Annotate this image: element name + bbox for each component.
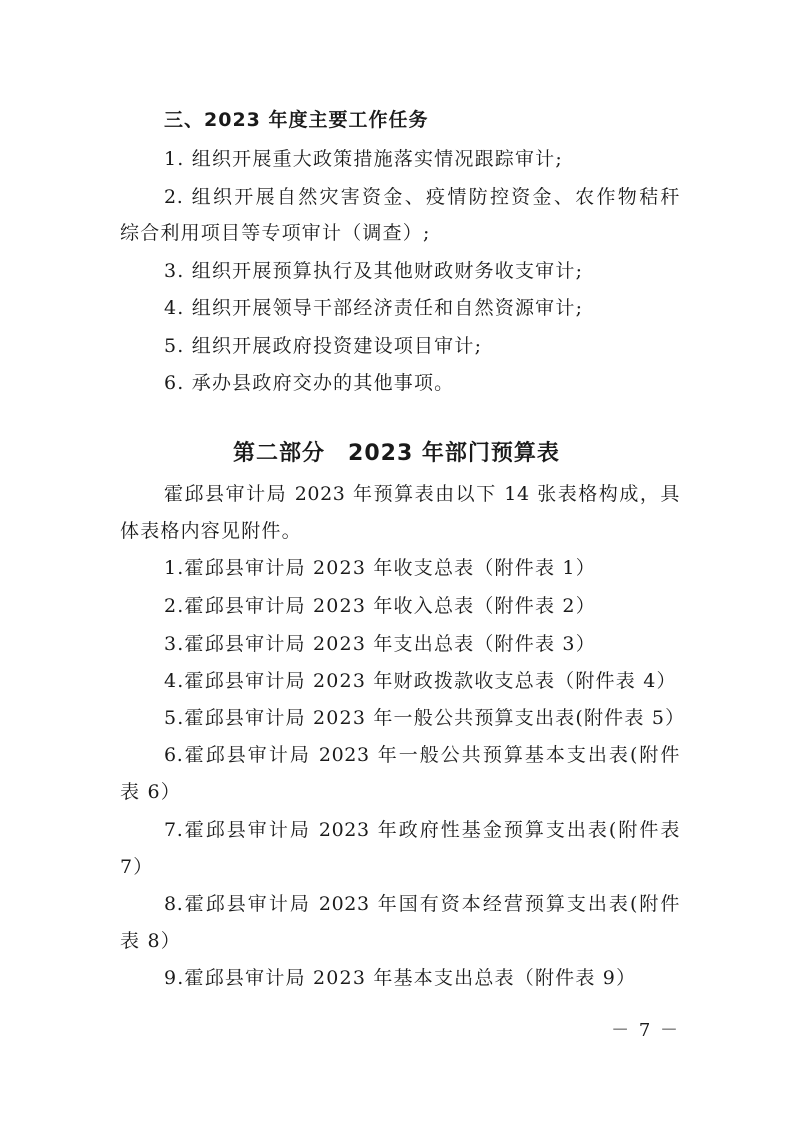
task-item-2-line1: 2. 组织开展自然灾害资金、疫情防控资金、农作物秸秆: [164, 186, 680, 208]
list-item-9: 9.霍邱县审计局 2023 年基本支出总表（附件表 9）: [164, 967, 637, 989]
task-item-2-line2: 综合利用项目等专项审计（调查）;: [120, 222, 431, 244]
task-item-4: 4. 组织开展领导干部经济责任和自然资源审计;: [164, 297, 584, 319]
list-item-2: 2.霍邱县审计局 2023 年收入总表（附件表 2）: [164, 595, 596, 617]
page-number: － 7 －: [611, 1020, 680, 1041]
intro-line1: 霍邱县审计局 2023 年预算表由以下 14 张表格构成，具: [164, 483, 680, 505]
list-item-1: 1.霍邱县审计局 2023 年收支总表（附件表 1）: [164, 557, 596, 579]
list-item-7-line1: 7.霍邱县审计局 2023 年政府性基金预算支出表(附件表: [164, 819, 680, 841]
task-item-3: 3. 组织开展预算执行及其他财政财务收支审计;: [164, 260, 584, 282]
task-item-1: 1. 组织开展重大政策措施落实情况跟踪审计;: [164, 148, 563, 170]
list-item-5: 5.霍邱县审计局 2023 年一般公共预算支出表(附件表 5）: [164, 707, 686, 729]
list-item-4: 4.霍邱县审计局 2023 年财政拨款收支总表（附件表 4）: [164, 670, 677, 692]
part-title: 第二部分 2023 年部门预算表: [233, 441, 560, 466]
list-item-6-line1: 6.霍邱县审计局 2023 年一般公共预算基本支出表(附件: [164, 744, 680, 766]
intro-line2: 体表格内容见附件。: [120, 520, 302, 542]
list-item-8-line1: 8.霍邱县审计局 2023 年国有资本经营预算支出表(附件: [164, 893, 680, 915]
task-item-5: 5. 组织开展政府投资建设项目审计;: [164, 335, 483, 357]
list-item-3: 3.霍邱县审计局 2023 年支出总表（附件表 3）: [164, 633, 596, 655]
list-item-6-line2: 表 6）: [120, 781, 181, 803]
list-item-8-line2: 表 8）: [120, 930, 181, 952]
section-heading: 三、2023 年度主要工作任务: [164, 109, 429, 131]
list-item-7-line2: 7）: [120, 856, 154, 878]
task-item-6: 6. 承办县政府交办的其他事项。: [164, 372, 455, 394]
